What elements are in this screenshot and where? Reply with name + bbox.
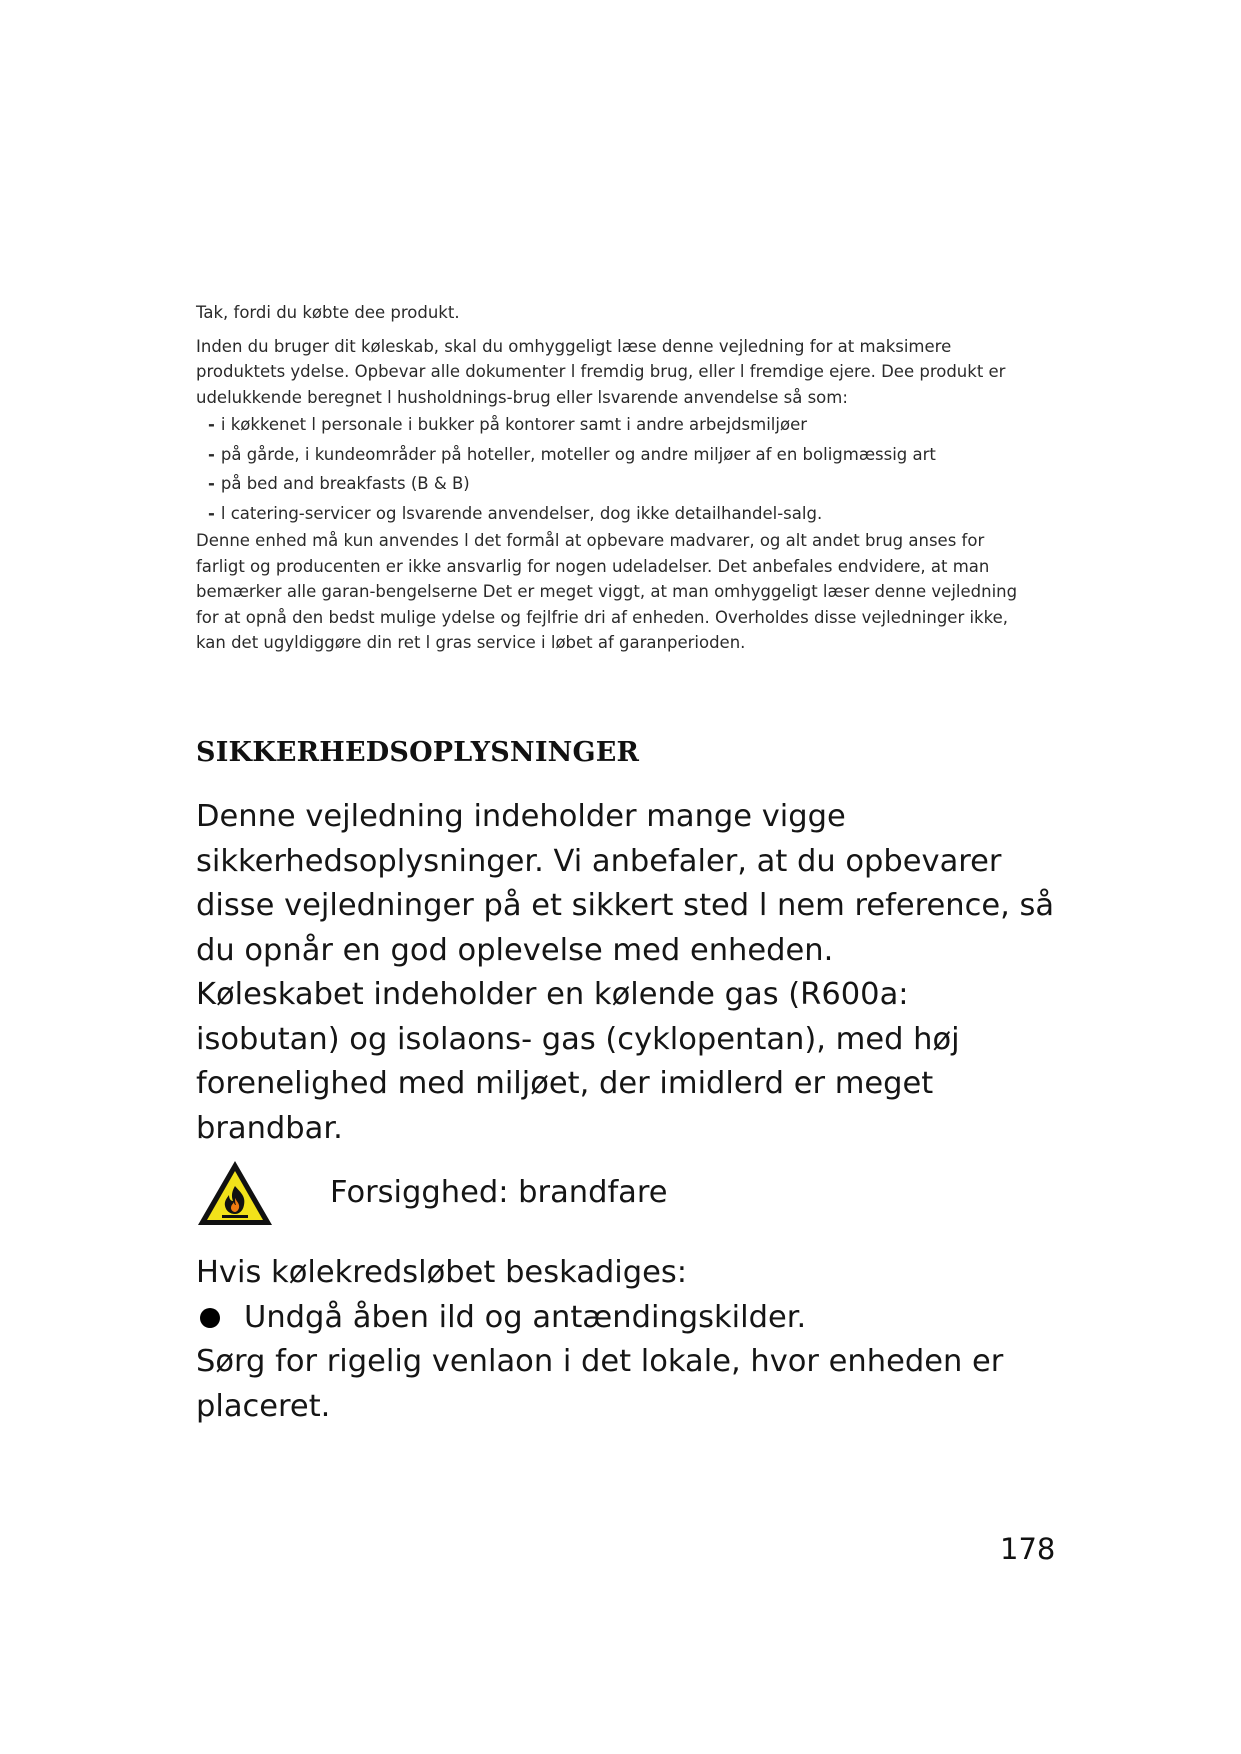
- list-item: - l catering-servicer og lsvarende anvendelser, dog ikke detailhandel-salg.: [208, 503, 823, 523]
- damage-bullet-text: Undgå åben ild og antændingskilder.: [244, 1299, 807, 1335]
- list-item: - i køkkenet l personale i bukker på kontorer samt i andre arbejdsmiljøer: [208, 415, 808, 434]
- damage-intro: Hvis kølekredsløbet beskadiges:: [196, 1255, 688, 1290]
- dash-bullet: -: [208, 474, 215, 493]
- warning-text: Forsigghed: brandfare: [330, 1174, 668, 1210]
- intro-paragraph: Inden du bruger dit køleskab, skal du omhyggeligt læse denne vejledning for at maksimere produktets ydelse. Opbevar alle dokumenter l fremdig brug, eller l fremdige ejere. Dee produkt er udelukkende beregnet l husholdnings-brug eller lsvarende anvendelse så som:: [196, 336, 1006, 407]
- dash-bullet: -: [208, 503, 215, 523]
- fire-warning: [196, 1157, 1056, 1229]
- safety-heading: SIKKERHEDSOPLYSNINGER: [196, 737, 640, 768]
- usage-list: [196, 410, 1026, 528]
- safety-section: [196, 795, 1056, 1429]
- list-item: - på bed and breakfasts (B & B): [208, 474, 470, 493]
- flammable-warning-icon: [196, 1158, 274, 1228]
- dash-bullet: -: [208, 415, 215, 434]
- usage-disclaimer-paragraph: Denne enhed må kun anvendes l det formål at opbevare madvarer, og alt andet brug anses for farligt og producenten er ikke ansvarlig for nogen udeladelser. Det anbefales endvidere, at man bemærker alle garan-bengelserne Det er meget viggt, at man omhyggeligt læser denne vejledning for at opnå den bedst mulige ydelse og fejlfrie dri af enheden. Overholdes disse vejledninger ikke, kan det ugyldiggøre din ret l gras service i løbet af garanperioden.: [196, 531, 1018, 652]
- page-number: 178: [1000, 1532, 1056, 1566]
- dash-bullet: -: [208, 444, 215, 464]
- list-item: - på gårde, i kundeområder på hoteller, moteller og andre miljøer af en boligmæssig art: [208, 444, 936, 464]
- safety-paragraph: Denne vejledning indeholder mange vigge sikkerhedsoplysninger. Vi anbefaler, at du opbevarer disse vejledninger på et sikkert sted l nem reference, så du opnår en god oplevelse med enheden.: [196, 799, 1055, 968]
- intro-section: [196, 300, 1026, 656]
- thanks-text: Tak, fordi du købte dee produkt.: [196, 303, 460, 322]
- ventilation-text: Sørg for rigelig venlaon i det lokale, hvor enheden er placeret.: [196, 1344, 1004, 1424]
- refrigerant-paragraph: Køleskabet indeholder en kølende gas (R600a: isobutan) og isolaons- gas (cyklopentan), med høj forenelighed med miljøet, der imidlerd er meget brandbar.: [196, 977, 960, 1146]
- bullet-dot-icon: [200, 1308, 220, 1328]
- list-item: [196, 1296, 1056, 1341]
